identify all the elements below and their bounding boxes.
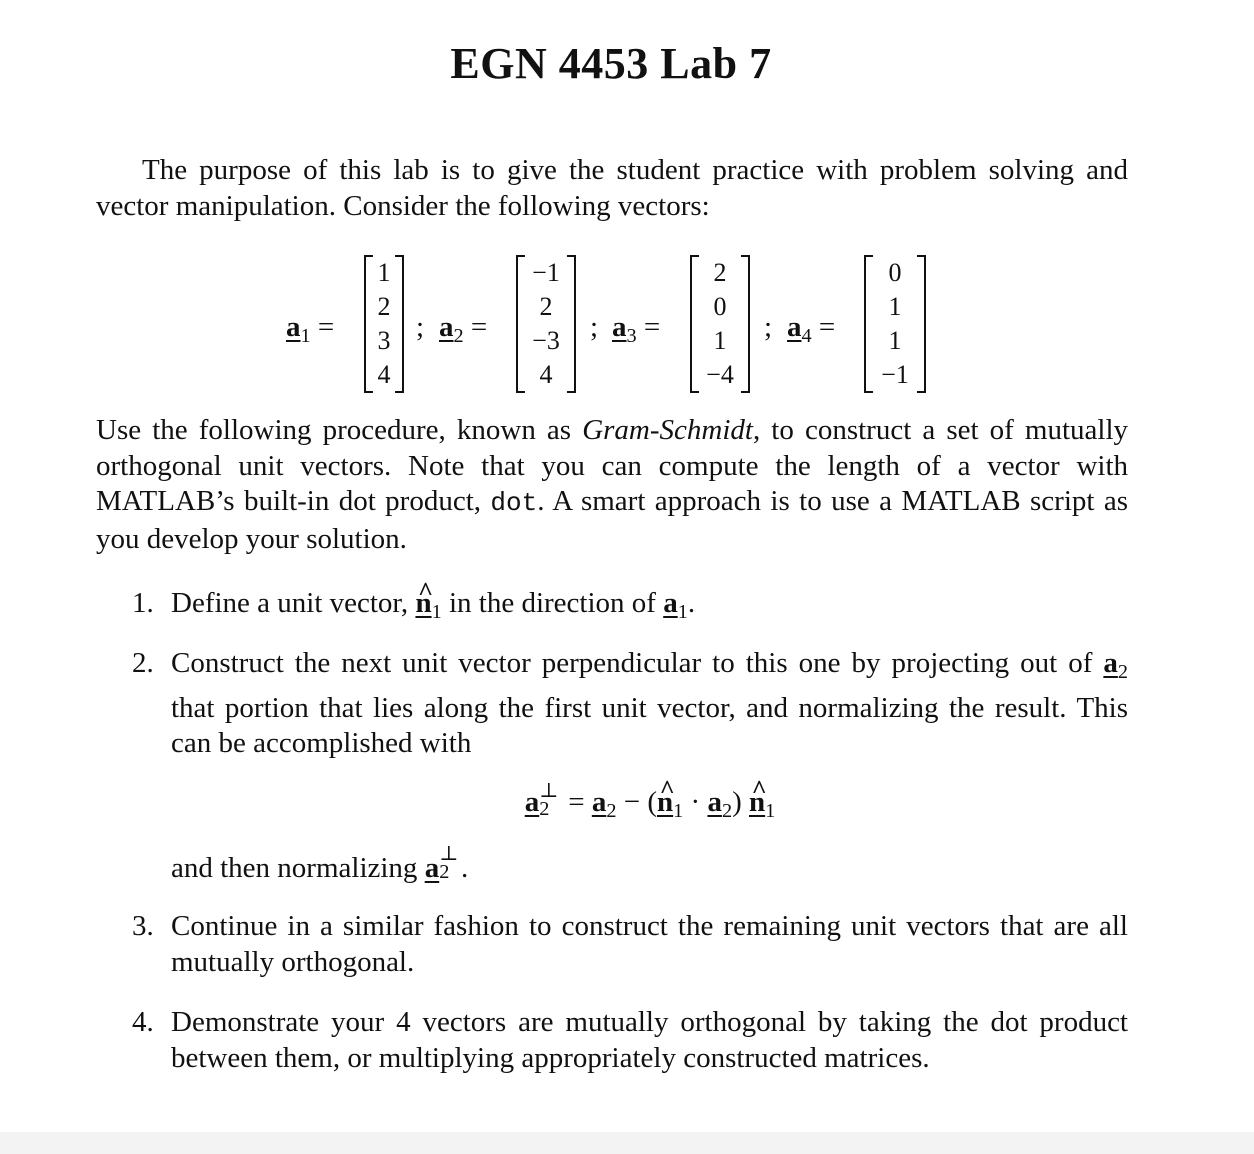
dot-function-code: dot [490, 488, 538, 518]
vector-a1-label: $a_1$ = [286, 311, 335, 348]
vector-a1-matrix [364, 255, 404, 391]
matrix-cell: 1 [888, 326, 902, 355]
matrix-cell: −3 [532, 326, 560, 355]
matrix-cell: 2 [377, 292, 391, 321]
step-number: 3. [132, 910, 154, 942]
vector-a4-matrix [864, 255, 926, 391]
step-text: Continue in a similar fashion to construct the remaining unit vectors that are all mutually orthogonal. [171, 910, 1128, 978]
matrix-cell: 3 [377, 326, 391, 355]
step-text: Demonstrate your 4 vectors are mutually orthogonal by taking the dot product between them, or multiplying appropriately constructed matrices. [171, 1006, 1128, 1074]
matrix-cell: −1 [881, 360, 909, 389]
intro-paragraph: The purpose of this lab is to give the student practice with problem solving and vector manipulation. Consider the following vectors: [96, 154, 1128, 222]
step-number: 4. [132, 1006, 154, 1038]
normalizing-text: and then normalizing a ⊥ 2 . [171, 842, 469, 884]
step-2 [132, 646, 1128, 762]
step-number: 2. [132, 647, 154, 679]
matrix-cell: 4 [539, 360, 553, 389]
vector-a4-label: $a_4$ = [787, 311, 836, 348]
matrix-cell: 0 [713, 292, 727, 321]
matrix-cell: 2 [713, 258, 727, 287]
matrix-cell: −1 [532, 258, 560, 287]
matrix-cell: 1 [377, 258, 391, 287]
matrix-cell: 2 [539, 292, 553, 321]
separator: ; [764, 311, 773, 343]
bottom-edge [0, 1132, 1254, 1154]
vector-definitions [0, 252, 1254, 394]
step-1 [132, 586, 1128, 631]
matrix-cell: 1 [713, 326, 727, 355]
page-title: EGN 4453 Lab 7 [450, 39, 772, 88]
vector-a2-label: $a_2$ = [439, 311, 488, 348]
matrix-cell: −4 [706, 360, 734, 389]
separator: ; [416, 311, 425, 343]
vector-a2-matrix [516, 255, 576, 391]
matrix-cell: 0 [888, 258, 902, 287]
step-number: 1. [132, 587, 154, 619]
gram-schmidt-equation: a ⊥ 2 = $a_2$ − (^ $n_1 \cdot a_2$) ^ $n_1$ [0, 782, 1254, 831]
step-3 [132, 909, 1128, 980]
gram-schmidt-term: Gram-Schmidt [582, 414, 753, 446]
procedure-paragraph: Use the following procedure, known as Gram-Schmidt, to construct a set of mutually orthogonal unit vectors. Note that you can compute the length of a vector with MATLAB’s built-in dot product, dot. A smart approach is to use a MATLAB script as you develop your solution. [96, 414, 1128, 555]
matrix-cell: 4 [377, 360, 391, 389]
separator: ; [590, 311, 599, 343]
vector-a3-label: $a_3$ = [612, 311, 661, 348]
step-4 [132, 1005, 1128, 1076]
vector-a3-matrix [690, 255, 750, 391]
step-text: Construct the next unit vector perpendicular to this one by projecting out of $a_2$ that portion that lies along the first unit vector, and normalizing the result. This can be accomplished with [171, 647, 1128, 760]
matrix-cell: 1 [888, 292, 902, 321]
step-text: Define a unit vector, ^ $n_1$ in the direction of $a_1$. [171, 586, 1128, 631]
